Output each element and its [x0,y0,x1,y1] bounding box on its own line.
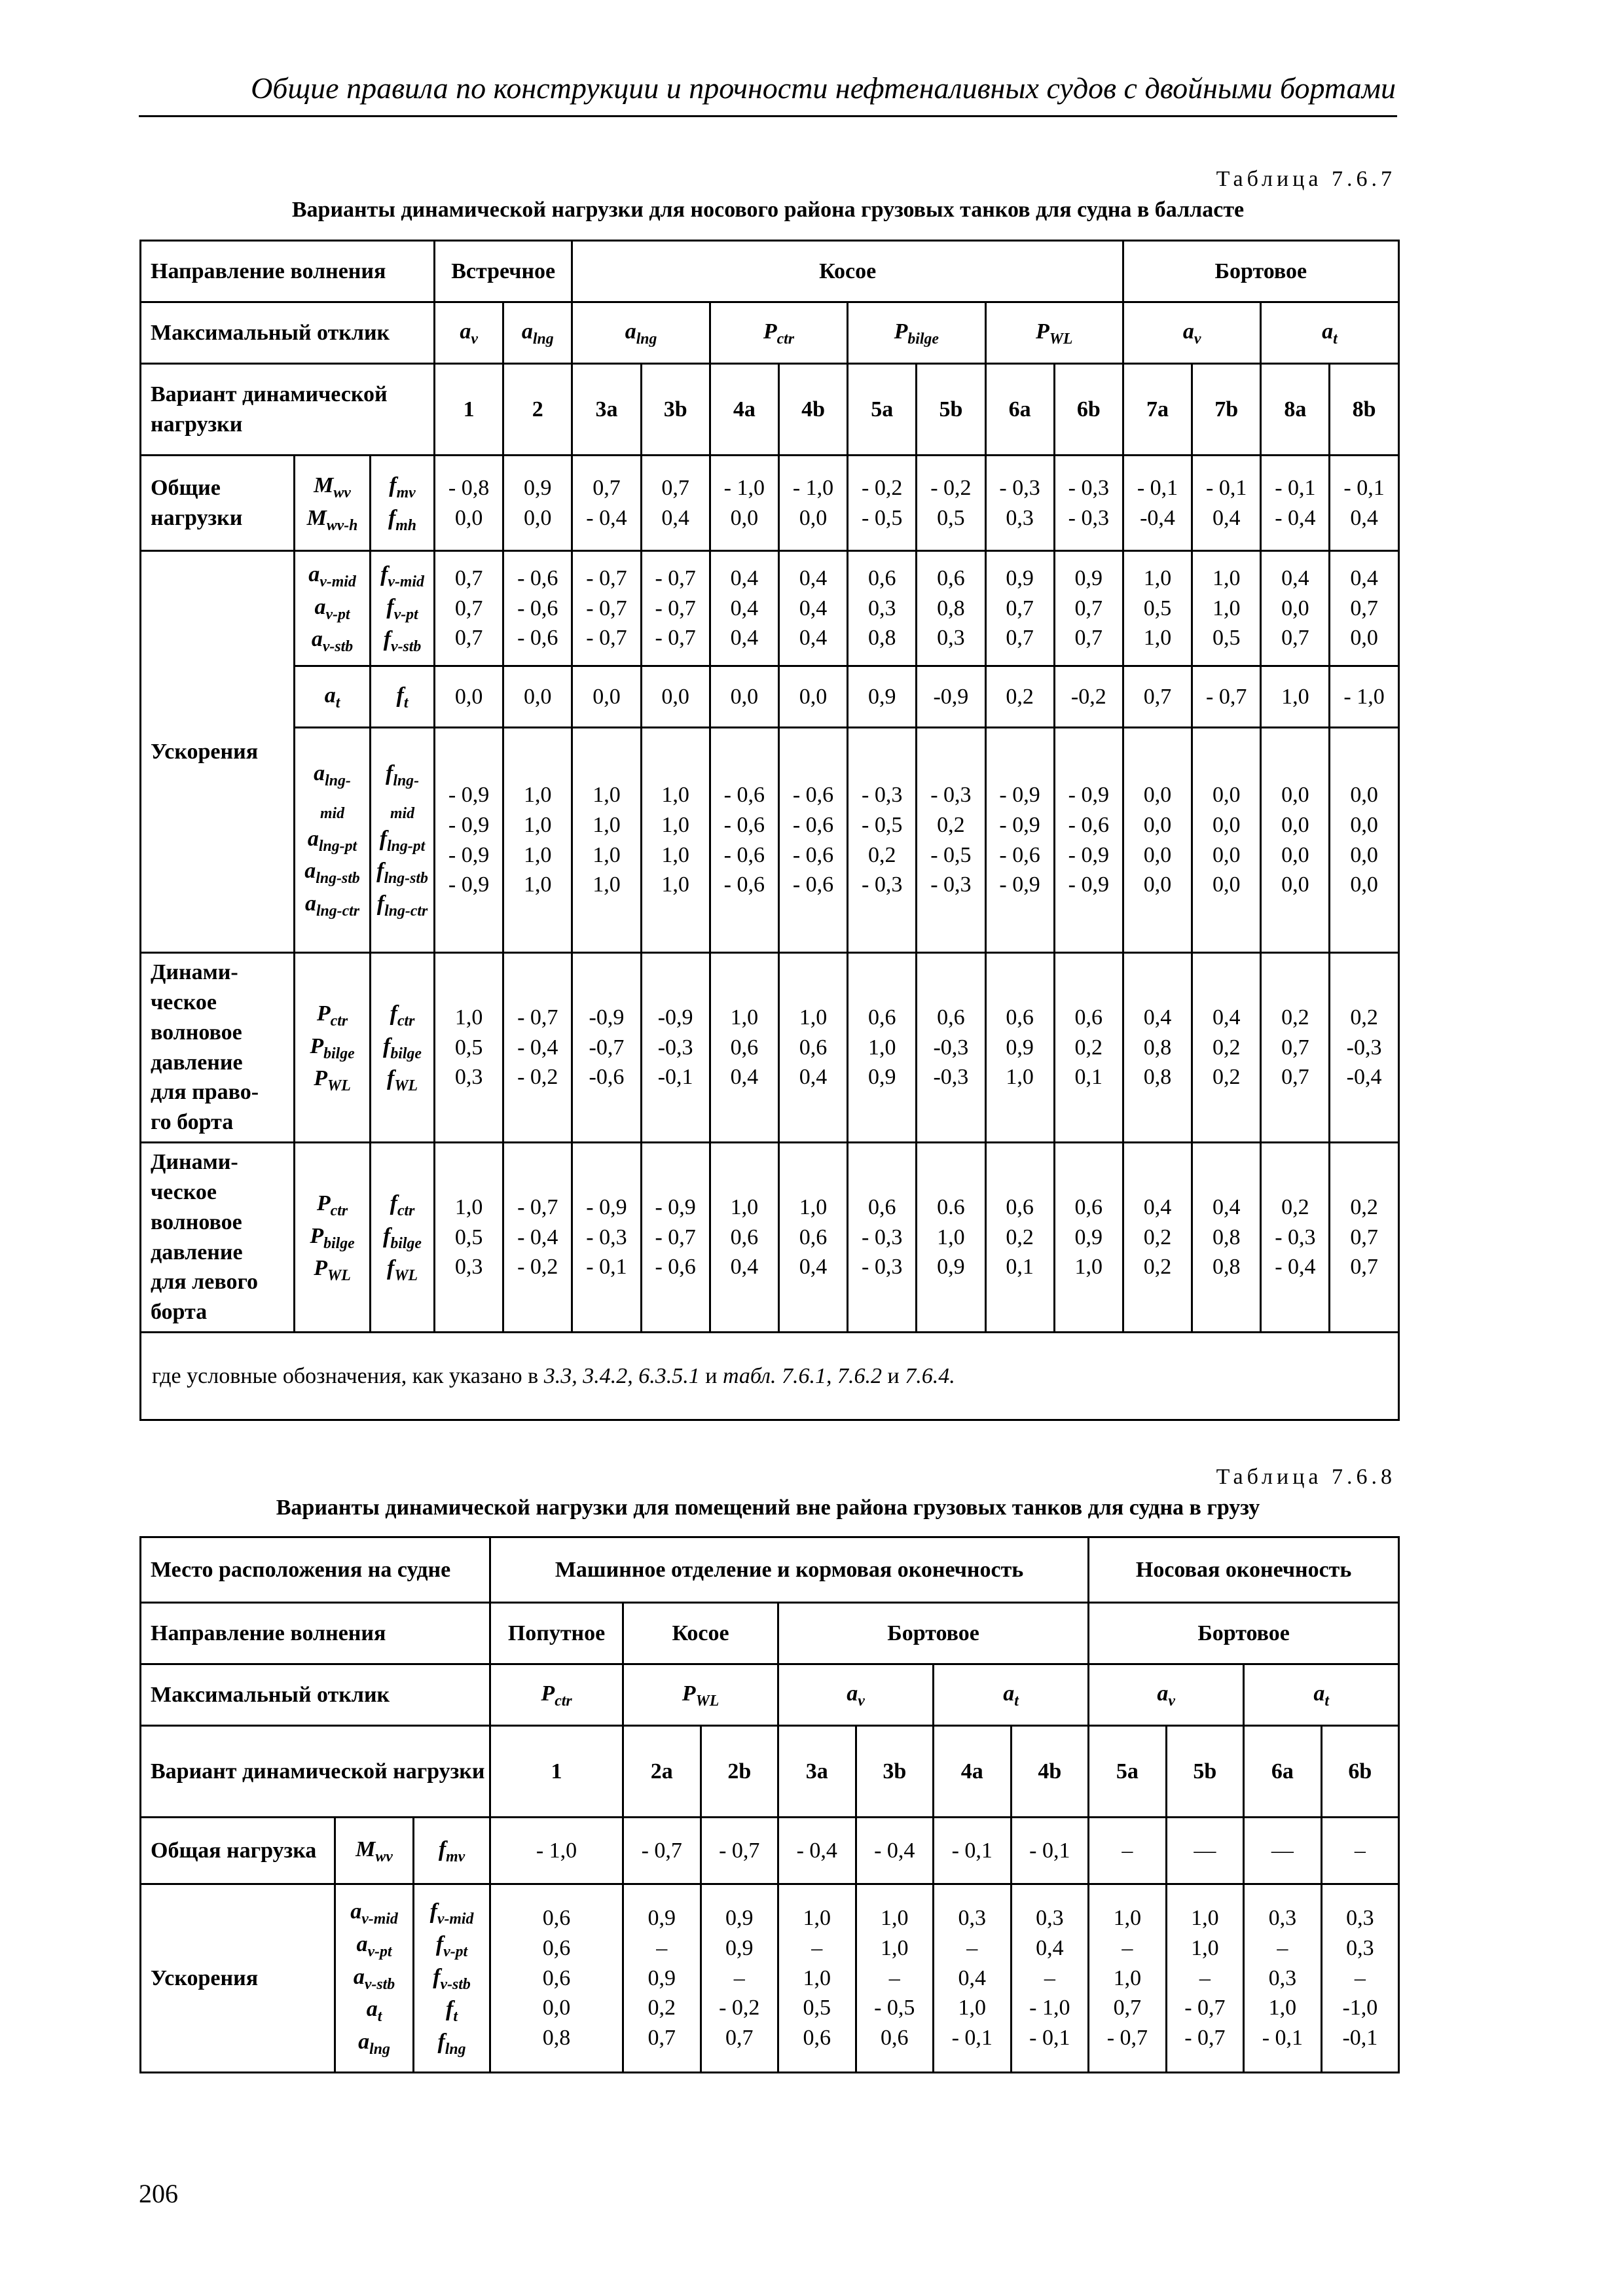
value-cell: - 0,7 - 0,4 - 0,2 [503,1143,572,1333]
value-cell: - 0,7 - 0,4 - 0,2 [503,953,572,1143]
response-item [435,302,503,364]
accel-trans-sym-f [371,666,435,728]
general-load-label: Общая нагрузка [141,1818,335,1884]
variant-cell: 3a [572,364,641,456]
value-cell: - 0,7 [1192,666,1261,728]
value-cell: 0,0 [503,666,572,728]
symbol: $P_{bilge}$ [894,319,939,348]
symbol: $f_{v-pt}$ [435,1931,468,1960]
variant-cell: 4a [934,1726,1012,1818]
value-cell: - 0,4 [778,1818,856,1884]
direction-head: Встречное [435,241,572,302]
symbol: $f_{lng}$ [437,2030,466,2058]
value-cell: 0,3 – 0,3 1,0 - 0,1 [1244,1884,1322,2073]
value-cell: 0,4 0,4 0,4 [778,551,847,666]
value-cell: - 0,3 0,3 [985,456,1054,551]
value-cell: 0,0 [641,666,710,728]
value-cell: - 1,0 0,0 [778,456,847,551]
accel-sym-f [414,1884,490,2073]
symbol: $a_t$ [1003,1681,1019,1710]
symbol: $a_t$ [1313,1681,1329,1710]
symbol: $P_{ctr}$ [316,1001,348,1030]
value-cell: 0,9 – 0,9 0,2 0,7 [623,1884,701,2073]
footnote-ref: 3.3, 3.4.2, 6.3.5.1 [543,1363,700,1388]
symbol: $P_{ctr}$ [763,319,795,348]
variant-label: Вариант динамической нагрузки [141,364,435,456]
response-row [141,1664,1399,1726]
symbol: $a_t$ [324,683,340,711]
pressure-left-row [141,1143,1399,1333]
symbol: $a_{v-pt}$ [314,594,350,623]
value-cell: 0,4 0,2 0,2 [1123,1143,1192,1333]
value-cell: 1,0 1,0 – - 0,7 - 0,7 [1166,1884,1244,2073]
symbol: $a_{v-mid}$ [308,562,356,590]
value-cell: 1,0 0,5 0,3 [435,1143,503,1333]
variant-cell: 4b [778,364,847,456]
variant-cell: 1 [435,364,503,456]
variant-cell: 5a [848,364,917,456]
symbol: $P_{WL}$ [314,1066,351,1095]
value-cell: 0,6 0,9 1,0 [1054,1143,1123,1333]
value-cell: 0,6 0,2 0,1 [985,1143,1054,1333]
direction-beam: Бортовое [778,1603,1089,1664]
value-cell: - 0,2 - 0,5 [848,456,917,551]
symbol: $a_{v-mid}$ [350,1899,398,1928]
value-cell: 0,9 0,7 0,7 [1054,551,1123,666]
value-cell: 0,0 0,0 0,0 0,0 [1123,728,1192,953]
response-item [1123,302,1260,364]
response-item [848,302,985,364]
general-loads-label: Общие нагрузки [141,456,295,551]
value-cell: 0,6 0,2 0,1 [1054,953,1123,1143]
accelerations-row [141,1884,1399,2073]
response-label: Максимальный отклик [141,302,435,364]
symbol: mid [319,804,345,822]
value-cell: 0,4 0,2 0,2 [1192,953,1261,1143]
value-cell: -0,2 [1054,666,1123,728]
accel-vert-sym-f [371,551,435,666]
variant-cell: 5a [1089,1726,1167,1818]
value-cell: - 0,9 - 0,7 - 0,6 [641,1143,710,1333]
direction-following: Попутное [490,1603,623,1664]
table-7-6-7 [139,240,1400,1421]
symbol: $f_{mv}$ [389,473,416,501]
page-number: 206 [139,2179,178,2208]
value-cell: – [1321,1818,1399,1884]
value-cell: — [1166,1818,1244,1884]
accel-sym-a [335,1884,414,2073]
accel-vert-sym-a [295,551,371,666]
value-cell: -0,9 -0,7 -0,6 [572,953,641,1143]
response-item [1244,1664,1399,1726]
value-cell: - 0,3 - 0,3 [1054,456,1123,551]
value-cell: - 1,0 [490,1818,623,1884]
response-item [985,302,1123,364]
value-cell: 0,0 [778,666,847,728]
general-sym-f [371,456,435,551]
response-row [141,302,1399,364]
value-cell: 0,2 - 0,3 - 0,4 [1261,1143,1330,1333]
value-cell: - 0,1 0,4 [1330,456,1398,551]
general-loads-row [141,456,1399,551]
value-cell: — [1244,1818,1322,1884]
symbol: $a_{lng}$ [358,2030,390,2058]
value-cell: -0,9 -0,3 -0,1 [641,953,710,1143]
value-cell: 0,3 – 0,4 1,0 - 0,1 [934,1884,1012,2073]
symbol: $a_v$ [460,319,478,348]
value-cell: 0.6 1,0 0,9 [917,1143,985,1333]
value-cell: - 0,6 - 0,6 - 0,6 - 0,6 [778,728,847,953]
press-right-sym-f [371,953,435,1143]
value-cell: 0,6 -0,3 -0,3 [917,953,985,1143]
variant-cell: 2b [701,1726,778,1818]
value-cell: 1,0 0,6 0,4 [778,1143,847,1333]
value-cell: 0,2 0,7 0,7 [1261,953,1330,1143]
value-cell: 0,6 0,6 0,6 0,0 0,8 [490,1884,623,2073]
value-cell: -0,9 [917,666,985,728]
direction-oblique: Косое [572,241,1123,302]
value-cell: - 0,6 - 0,6 - 0,6 - 0,6 [710,728,778,953]
symbol: $f_{v-mid}$ [380,562,424,590]
value-cell: - 0,9 - 0,9 - 0,6 - 0,9 [985,728,1054,953]
variant-cell: 1 [490,1726,623,1818]
variant-cell: 6a [1244,1726,1322,1818]
value-cell: - 0,7 - 0,7 - 0,7 [641,551,710,666]
variant-cell: 3b [856,1726,934,1818]
variant-row [141,1726,1399,1818]
general-load-row [141,1818,1399,1884]
symbol: $f_{mv}$ [438,1837,465,1865]
variant-cell: 2 [503,364,572,456]
value-cell: - 0,3 0,2 - 0,5 - 0,3 [917,728,985,953]
accel-long-sym-a [295,728,371,953]
value-cell: - 0,1 - 0,4 [1261,456,1330,551]
value-cell: 1,0 1,0 1,0 1,0 [641,728,710,953]
value-cell: - 0,9 - 0,6 - 0,9 - 0,9 [1054,728,1123,953]
pressure-right-label: Динами- ческое волновое давление для право- го борта [141,953,295,1143]
value-cell: 1,0 0,6 0,4 [710,1143,778,1333]
response-item [572,302,710,364]
variant-cell: 2a [623,1726,701,1818]
value-cell: 0,0 [710,666,778,728]
value-cell: - 0,4 [856,1818,934,1884]
press-right-sym-a [295,953,371,1143]
value-cell: - 0,9 - 0,3 - 0,1 [572,1143,641,1333]
variant-cell: 5b [917,364,985,456]
value-cell: 0,0 0,0 0,0 0,0 [1261,728,1330,953]
value-cell: 0,2 -0,3 -0,4 [1330,953,1398,1143]
symbol: $a_v$ [1182,319,1201,348]
symbol: $a_{v-stb}$ [353,1964,395,1993]
variant-cell: 3a [778,1726,856,1818]
pressure-right-row [141,953,1399,1143]
response-item [1261,302,1398,364]
value-cell: 1,0 0,5 1,0 [1123,551,1192,666]
direction-label: Направление волнения [141,241,435,302]
press-left-sym-a [295,1143,371,1333]
symbol: $a_{lng-pt}$ [307,826,357,855]
value-cell: 0,9 0,9 – - 0,2 0,7 [701,1884,778,2073]
symbol: $f_{lng-ctr}$ [376,891,428,920]
value-cell: 1,0 0,5 0,3 [435,953,503,1143]
symbol: $f_{ctr}$ [390,1001,415,1030]
value-cell: 0,0 0,0 0,0 0,0 [1192,728,1261,953]
accelerations-label: Ускорения [141,551,295,953]
direction-row [141,1603,1399,1664]
value-cell: 0,0 0,0 0,0 0,0 [1330,728,1398,953]
value-cell: 0,3 0,4 – - 1,0 - 0,1 [1011,1884,1089,2073]
symbol: $f_{WL}$ [386,1256,418,1285]
symbol: $f_{lng-pt}$ [379,826,426,855]
symbol: $a_{lng-}$ [314,761,351,789]
symbol: $f_{WL}$ [386,1066,418,1095]
value-cell: - 0,7 [701,1818,778,1884]
direction-beam-bow: Бортовое [1089,1603,1399,1664]
symbol: $f_{bilge}$ [383,1033,422,1062]
value-cell: 1,0 – 1,0 0,7 - 0,7 [1089,1884,1167,2073]
symbol: $a_v$ [1157,1681,1175,1710]
symbol: $a_v$ [847,1681,865,1710]
value-cell: 0,4 0,0 0,7 [1261,551,1330,666]
accel-transverse-row [141,666,1399,728]
direction-oblique: Косое [623,1603,778,1664]
value-cell: 1,0 1,0 1,0 1,0 [503,728,572,953]
variant-cell: 4a [710,364,778,456]
variant-row [141,364,1399,456]
symbol: $f_{ctr}$ [390,1191,415,1219]
symbol: $a_{v-pt}$ [356,1931,392,1960]
value-cell: - 0,8 0,0 [435,456,503,551]
variant-cell: 6b [1321,1726,1399,1818]
accel-trans-sym-a [295,666,371,728]
symbol: $f_t$ [446,1997,458,2026]
variant-cell: 4b [1011,1726,1089,1818]
value-cell: - 0,1 [1011,1818,1089,1884]
symbol: $P_{WL}$ [314,1256,351,1285]
value-cell: - 0,1 0,4 [1192,456,1261,551]
general-sym-a [295,456,371,551]
response-label: Максимальный отклик [141,1664,490,1726]
value-cell: - 1,0 [1330,666,1398,728]
symbol: $a_{lng-ctr}$ [304,891,360,920]
symbol: $a_t$ [366,1997,382,2026]
variant-cell: 8b [1330,364,1398,456]
value-cell: 0,2 [985,666,1054,728]
response-item [490,1664,623,1726]
location-label: Место расположения на судне [141,1537,490,1603]
value-cell: 0,4 0,4 0,4 [710,551,778,666]
table1-title: Варианты динамической нагрузки для носового района грузовых танков для судна в балласте [291,198,1245,222]
value-cell: 1,0 1,0 0,5 [1192,551,1261,666]
value-cell: 1,0 0,6 0,4 [778,953,847,1143]
pressure-left-label: Динами- ческое волновое давление для левого борта [141,1143,295,1333]
symbol: $P_{ctr}$ [541,1681,572,1710]
symbol: mid [390,804,415,822]
value-cell: - 0,7 - 0,7 - 0,7 [572,551,641,666]
value-cell: - 0,7 [623,1818,701,1884]
symbol: $M_{wv}$ [314,473,351,501]
accel-long-sym-f [371,728,435,953]
symbol: $f_{v-stb}$ [433,1964,471,1993]
value-cell: 0,9 [848,666,917,728]
response-item [934,1664,1089,1726]
running-title: Общие правила по конструкции и прочности нефтеналивных судов с двойными бортами [251,71,1396,105]
footnote-text: и [882,1363,905,1388]
footnote-row [141,1333,1399,1420]
variant-cell: 3b [641,364,710,456]
value-cell: 0,6 0,8 0,3 [917,551,985,666]
value-cell: 0,9 0,0 [503,456,572,551]
value-cell: 0,6 0,9 1,0 [985,953,1054,1143]
value-cell: - 0,6 - 0,6 - 0,6 [503,551,572,666]
symbol: $P_{bilge}$ [310,1223,355,1252]
value-cell: 0,3 0,3 – -1,0 -0,1 [1321,1884,1399,2073]
value-cell: - 0,1 -0,4 [1123,456,1192,551]
variant-label: Вариант динамической нагрузки [141,1726,490,1818]
footnote-ref: 7.6.4. [905,1363,955,1388]
value-cell: 0,7 - 0,4 [572,456,641,551]
value-cell: - 1,0 0,0 [710,456,778,551]
value-cell: 0,7 0,7 0,7 [435,551,503,666]
symbol: $a_{lng-stb}$ [304,859,360,888]
response-item [503,302,572,364]
location-row [141,1537,1399,1603]
direction-label: Направление волнения [141,1603,490,1664]
symbol: $M_{wv}$ [356,1837,393,1865]
accel-longitudinal-row [141,728,1399,953]
variant-cell: 8a [1261,364,1330,456]
value-cell: - 0,1 [934,1818,1012,1884]
direction-beam: Бортовое [1123,241,1398,302]
symbol: $a_{lng}$ [625,319,657,348]
symbol: $f_{v-pt}$ [386,594,418,623]
value-cell: 0,4 0,8 0,8 [1192,1143,1261,1333]
footnote-text: где условные обозначения, как указано в [152,1363,544,1388]
variant-cell: 5b [1166,1726,1244,1818]
symbol: $f_{lng-}$ [386,761,419,789]
direction-row [141,241,1399,302]
variant-cell: 7b [1192,364,1261,456]
value-cell: 0,6 - 0,3 - 0,3 [848,1143,917,1333]
table2-title: Варианты динамической нагрузки для помещений вне района грузовых танков для судна в грузу [276,1496,1260,1520]
response-item [778,1664,934,1726]
symbol: $a_t$ [1322,319,1338,348]
footnote-ref: табл. 7.6.1, 7.6.2 [722,1363,882,1388]
general-sym-f [414,1818,490,1884]
table2-number: Таблица 7.6.8 [1216,1465,1396,1489]
value-cell: 0,4 0,8 0,8 [1123,953,1192,1143]
symbol: $f_t$ [396,683,409,711]
value-cell: 1,0 – 1,0 0,5 0,6 [778,1884,856,2073]
symbol: $P_{ctr}$ [316,1191,348,1219]
footnote-text: и [699,1363,723,1388]
value-cell: 1,0 0,6 0,4 [710,953,778,1143]
accelerations-label: Ускорения [141,1884,335,2073]
value-cell: - 0,2 0,5 [917,456,985,551]
value-cell: 1,0 1,0 1,0 1,0 [572,728,641,953]
value-cell: 0,0 [435,666,503,728]
value-cell: 0,2 0,7 0,7 [1330,1143,1398,1333]
value-cell: – [1089,1818,1167,1884]
header-rule [139,115,1397,117]
symbol: $a_{lng}$ [521,319,554,348]
accel-vertical-row [141,551,1399,666]
variant-cell: 6a [985,364,1054,456]
value-cell: - 0,3 - 0,5 0,2 - 0,3 [848,728,917,953]
value-cell: 0,4 0,7 0,0 [1330,551,1398,666]
variant-cell: 7a [1123,364,1192,456]
symbol: $P_{WL}$ [1035,319,1073,348]
value-cell: 0,6 1,0 0,9 [848,953,917,1143]
symbol: $f_{v-mid}$ [429,1899,474,1928]
value-cell: 1,0 1,0 – - 0,5 0,6 [856,1884,934,2073]
symbol: $f_{lng-stb}$ [376,859,428,888]
symbol: $P_{bilge}$ [310,1033,355,1062]
symbol: $f_{mh}$ [388,505,417,534]
press-left-sym-f [371,1143,435,1333]
value-cell: 0,7 [1123,666,1192,728]
variant-cell: 6b [1054,364,1123,456]
symbol: $P_{WL}$ [682,1681,720,1710]
symbol: $a_{v-stb}$ [311,627,354,656]
value-cell: 0,7 0,4 [641,456,710,551]
table1-number: Таблица 7.6.7 [1216,167,1396,191]
symbol: $M_{wv-h}$ [306,505,358,534]
value-cell: 0,9 0,7 0,7 [985,551,1054,666]
symbol: $f_{v-stb}$ [383,627,422,656]
table-7-6-8 [139,1536,1400,2073]
response-item [623,1664,778,1726]
value-cell: - 0,9 - 0,9 - 0,9 - 0,9 [435,728,503,953]
location-engine: Машинное отделение и кормовая оконечность [490,1537,1089,1603]
value-cell: 1,0 [1261,666,1330,728]
footnote [141,1333,1399,1420]
location-bow: Носовая оконечность [1089,1537,1399,1603]
response-item [710,302,847,364]
response-item [1089,1664,1244,1726]
general-sym-a [335,1818,414,1884]
value-cell: 0,6 0,3 0,8 [848,551,917,666]
symbol: $f_{bilge}$ [383,1223,422,1252]
value-cell: 0,0 [572,666,641,728]
